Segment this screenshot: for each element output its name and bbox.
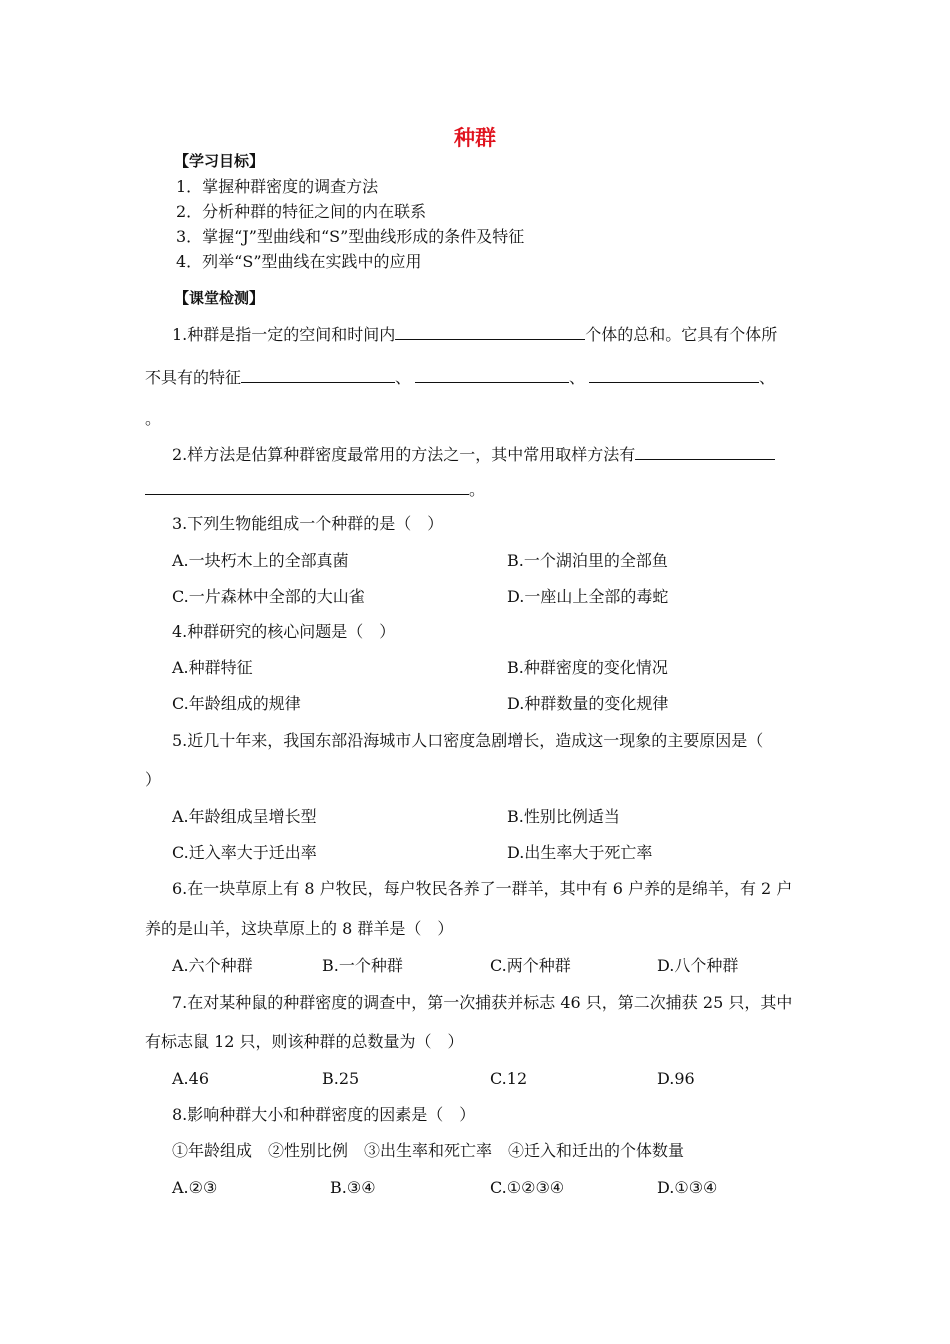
option[interactable]: B.性别比例适当 bbox=[507, 807, 620, 826]
option[interactable]: B.25 bbox=[322, 1069, 360, 1088]
question-1-line-1 bbox=[172, 323, 777, 346]
answer-blank[interactable] bbox=[395, 323, 585, 340]
question-8-factors: ①年龄组成 ②性别比例 ③出生率和死亡率 ④迁入和迁出的个体数量 bbox=[172, 1141, 685, 1160]
option[interactable]: C.一片森林中全部的大山雀 bbox=[172, 587, 365, 606]
answer-blank[interactable] bbox=[589, 366, 759, 383]
objective-item: 3．掌握“J”型曲线和“S”型曲线形成的条件及特征 bbox=[176, 227, 525, 246]
objective-item: 4．列举“S”型曲线在实践中的应用 bbox=[176, 252, 422, 271]
question-3-stem: 3.下列生物能组成一个种群的是（ ） bbox=[172, 514, 444, 533]
question-1-text-c: 不具有的特征 bbox=[145, 368, 242, 387]
option[interactable]: D.出生率大于死亡率 bbox=[507, 843, 653, 862]
question-5-stem-cont: ） bbox=[145, 770, 162, 789]
separator: 、 bbox=[759, 368, 776, 387]
option[interactable]: D.一座山上全部的毒蛇 bbox=[507, 587, 669, 606]
option[interactable]: A.种群特征 bbox=[172, 658, 253, 677]
option[interactable]: D.96 bbox=[657, 1069, 695, 1088]
option[interactable]: A.六个种群 bbox=[172, 956, 253, 975]
question-7-stem-cont: 有标志鼠 12 只，则该种群的总数量为（ ） bbox=[145, 1032, 464, 1051]
question-1-line-2 bbox=[145, 366, 775, 389]
option[interactable]: B.一个种群 bbox=[322, 956, 403, 975]
option[interactable]: B.③④ bbox=[330, 1178, 376, 1197]
question-2-line-1 bbox=[172, 443, 775, 466]
check-heading: 【课堂检测】 bbox=[174, 289, 265, 307]
question-6-stem: 6.在一块草原上有 8 户牧民，每户牧民各养了一群羊，其中有 6 户养的是绵羊，有 2 户 bbox=[172, 879, 793, 898]
option[interactable]: C.①②③④ bbox=[490, 1178, 565, 1197]
option[interactable]: C.12 bbox=[490, 1069, 528, 1088]
objective-item: 1．掌握种群密度的调查方法 bbox=[176, 177, 379, 196]
objective-item: 2．分析种群的特征之间的内在联系 bbox=[176, 202, 427, 221]
separator: 、 bbox=[395, 368, 412, 387]
separator: 、 bbox=[569, 368, 586, 387]
option[interactable]: B.种群密度的变化情况 bbox=[507, 658, 668, 677]
objectives-heading: 【学习目标】 bbox=[174, 152, 265, 170]
question-2-line-2 bbox=[145, 478, 485, 501]
option[interactable]: D.①③④ bbox=[657, 1178, 718, 1197]
page-title: 种群 bbox=[454, 126, 496, 150]
option[interactable]: C.年龄组成的规律 bbox=[172, 694, 301, 713]
question-2-end: 。 bbox=[469, 480, 486, 499]
option[interactable]: C.两个种群 bbox=[490, 956, 571, 975]
question-1-line-3: 。 bbox=[145, 409, 162, 428]
answer-blank[interactable] bbox=[635, 443, 775, 460]
option[interactable]: A.年龄组成呈增长型 bbox=[172, 807, 317, 826]
option[interactable]: A.一块朽木上的全部真菌 bbox=[172, 551, 349, 570]
option[interactable]: B.一个湖泊里的全部鱼 bbox=[507, 551, 668, 570]
question-2-text: 2.样方法是估算种群密度最常用的方法之一，其中常用取样方法有 bbox=[172, 445, 636, 464]
question-8-stem: 8.影响种群大小和种群密度的因素是（ ） bbox=[172, 1105, 476, 1124]
answer-blank[interactable] bbox=[415, 366, 569, 383]
option[interactable]: A.②③ bbox=[172, 1178, 218, 1197]
question-4-stem: 4.种群研究的核心问题是（ ） bbox=[172, 622, 396, 641]
option[interactable]: C.迁入率大于迁出率 bbox=[172, 843, 317, 862]
question-5-stem: 5.近几十年来，我国东部沿海城市人口密度急剧增长，造成这一现象的主要原因是（ bbox=[172, 731, 764, 750]
question-7-stem: 7.在对某种鼠的种群密度的调查中，第一次捕获并标志 46 只，第二次捕获 25 只，其中 bbox=[172, 993, 793, 1012]
question-6-stem-cont: 养的是山羊，这块草原上的 8 群羊是（ ） bbox=[145, 919, 454, 938]
option[interactable]: D.八个种群 bbox=[657, 956, 739, 975]
option[interactable]: D.种群数量的变化规律 bbox=[507, 694, 669, 713]
answer-blank[interactable] bbox=[145, 478, 469, 495]
question-1-text-b: 个体的总和。它具有个体所 bbox=[585, 325, 778, 344]
question-1-text-a: 1.种群是指一定的空间和时间内 bbox=[172, 325, 396, 344]
option[interactable]: A.46 bbox=[172, 1069, 209, 1088]
answer-blank[interactable] bbox=[241, 366, 395, 383]
